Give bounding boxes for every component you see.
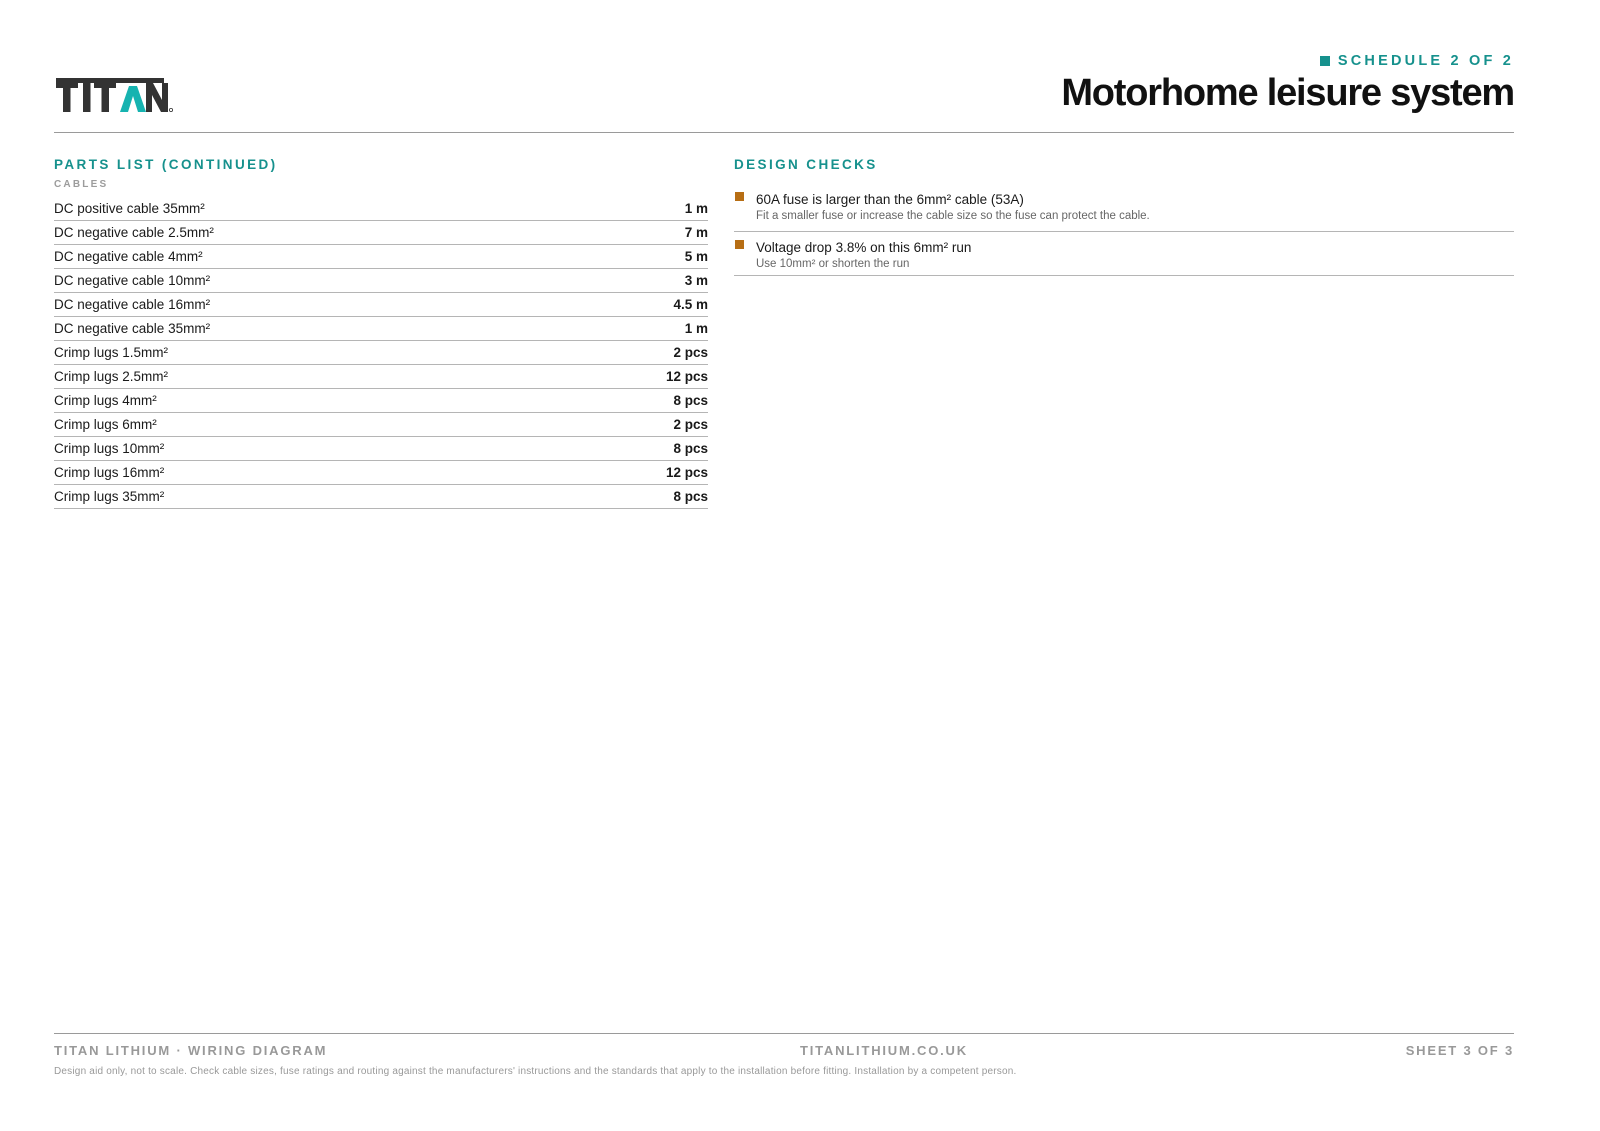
part-row [54, 413, 708, 437]
part-qty: 2 pcs [673, 417, 708, 432]
warning-square-icon [735, 192, 744, 201]
part-qty: 12 pcs [665, 465, 708, 480]
check-title: Voltage drop 3.8% on this 6mm² run [756, 240, 972, 255]
footer-disclaimer: Design aid only, not to scale. Check cable sizes, fuse ratings and routing against the manufacturers' instructions and the standards that apply to the installation before fitting. Installation by a competent person. [54, 1066, 1017, 1077]
part-qty: 2 pcs [673, 345, 708, 360]
part-name: Crimp lugs 10mm² [54, 441, 165, 456]
design-checks-section [734, 157, 1514, 276]
part-row [54, 269, 708, 293]
titan-logo [54, 72, 174, 124]
part-qty: 5 m [684, 249, 708, 264]
part-name: Crimp lugs 1.5mm² [54, 345, 169, 360]
design-check-item [734, 232, 1514, 276]
part-row [54, 365, 708, 389]
part-name: DC negative cable 35mm² [54, 321, 211, 336]
part-name: Crimp lugs 16mm² [54, 465, 165, 480]
square-marker-icon [1320, 56, 1330, 66]
design-checks-list [734, 188, 1514, 276]
schedule-text: SCHEDULE 2 OF 2 [1337, 53, 1514, 69]
part-qty: 4.5 m [673, 297, 708, 312]
part-qty: 8 pcs [673, 489, 708, 504]
part-qty: 1 m [684, 321, 708, 336]
design-check-item [734, 188, 1514, 232]
part-name: DC negative cable 16mm² [54, 297, 211, 312]
part-name: DC negative cable 4mm² [54, 249, 203, 264]
part-row [54, 221, 708, 245]
part-name: DC positive cable 35mm² [54, 201, 205, 216]
check-title: 60A fuse is larger than the 6mm² cable (53A) [756, 192, 1024, 207]
part-row [54, 245, 708, 269]
part-name: Crimp lugs 4mm² [54, 393, 157, 408]
design-checks-heading: DESIGN CHECKS [734, 157, 878, 172]
schedule-label [1320, 53, 1514, 69]
footer-website: TITANLITHIUM.CO.UK [800, 1043, 968, 1058]
part-qty: 3 m [684, 273, 708, 288]
part-qty: 8 pcs [673, 393, 708, 408]
footer-divider [54, 1033, 1514, 1034]
part-qty: 8 pcs [673, 441, 708, 456]
parts-list-heading: PARTS LIST (CONTINUED) [54, 157, 278, 172]
part-name: Crimp lugs 35mm² [54, 489, 165, 504]
check-detail: Use 10mm² or shorten the run [756, 258, 910, 270]
part-qty: 1 m [684, 201, 708, 216]
part-row [54, 293, 708, 317]
part-qty: 12 pcs [665, 369, 708, 384]
part-row [54, 461, 708, 485]
parts-list-section [54, 157, 708, 509]
part-row [54, 197, 708, 221]
part-name: Crimp lugs 6mm² [54, 417, 157, 432]
part-qty: 7 m [684, 225, 708, 240]
footer-sheet-number: SHEET 3 OF 3 [1405, 1043, 1514, 1058]
part-row [54, 389, 708, 413]
part-name: DC negative cable 10mm² [54, 273, 211, 288]
check-detail: Fit a smaller fuse or increase the cable size so the fuse can protect the cable. [756, 210, 1150, 222]
cables-subheading: CABLES [54, 179, 109, 190]
part-row [54, 437, 708, 461]
part-row [54, 317, 708, 341]
parts-list [54, 197, 708, 509]
page-title: Motorhome leisure system [1061, 72, 1514, 114]
footer-left: TITAN LITHIUM · WIRING DIAGRAM [54, 1043, 328, 1058]
header-divider [54, 132, 1514, 133]
warning-square-icon [735, 240, 744, 249]
part-name: DC negative cable 2.5mm² [54, 225, 214, 240]
part-name: Crimp lugs 2.5mm² [54, 369, 169, 384]
part-row [54, 485, 708, 509]
part-row [54, 341, 708, 365]
